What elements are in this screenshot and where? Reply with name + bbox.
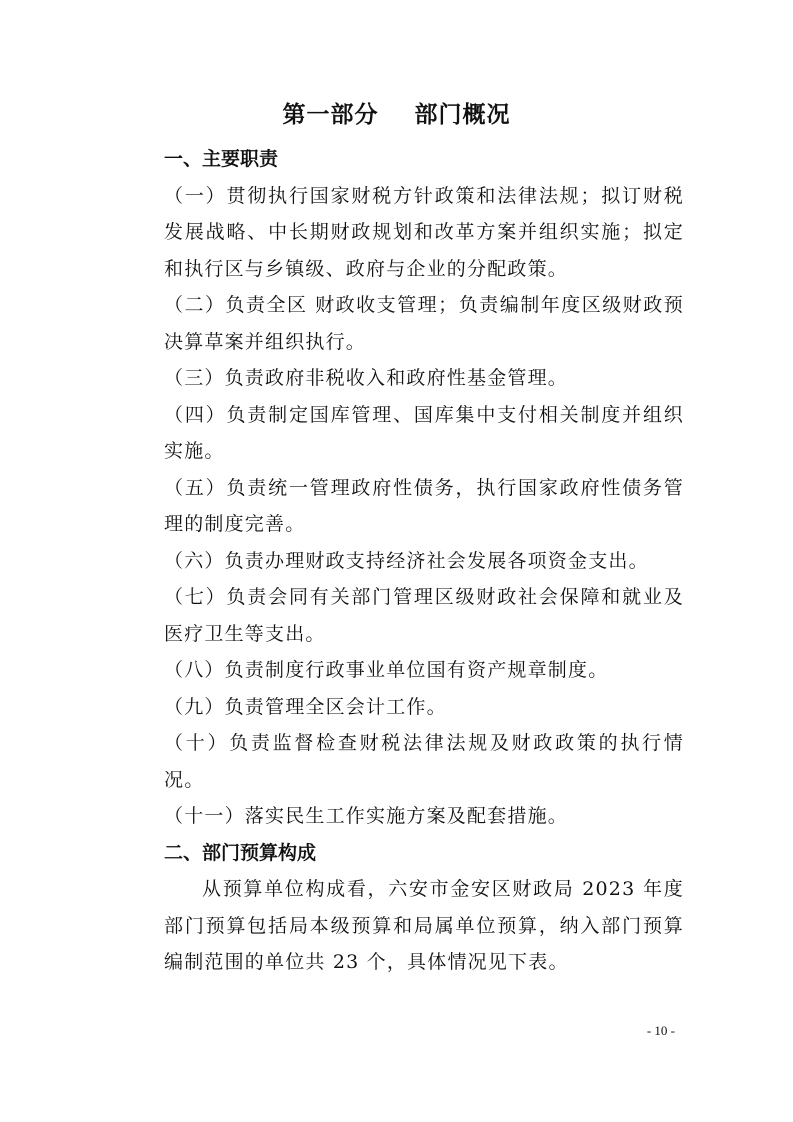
duty-item-3: （三）负责政府非税收入和政府性基金管理。: [164, 367, 569, 389]
section-heading-budget-composition: 二、部门预算构成: [164, 841, 317, 864]
duty-item-8: （八）负责制度行政事业单位国有资产规章制度。: [164, 659, 609, 681]
duty-item-4: （四）负责制定国库管理、国库集中支付相关制度并组织实施。: [164, 403, 684, 462]
page-number: - 10 -: [646, 1023, 675, 1038]
page-title: 第一部分 部门概况: [282, 102, 511, 128]
duty-item-2: （二）负责全区 财政收支管理；负责编制年度区级财政预决算草案并组织执行。: [164, 294, 684, 353]
duty-item-9: （九）负责管理全区会计工作。: [164, 695, 447, 718]
duty-item-11: （十一）落实民生工作实施方案及配套措施。: [164, 805, 569, 827]
budget-composition-paragraph: 从预算单位构成看，六安市金安区财政局 2023 年度部门预算包括局本级预算和局属单位预算，纳入部门预算编制范围的单位共 23 个，具体情况见下表。: [164, 878, 684, 973]
duty-item-6: （六）负责办理财政支持经济社会发展各项资金支出。: [164, 549, 649, 572]
document-body: [164, 141, 684, 981]
section-heading-main-duties: 一、主要职责: [164, 148, 279, 170]
duty-item-5: （五）负责统一管理政府性债务，执行国家政府性债务管理的制度完善。: [164, 476, 684, 535]
duty-item-10: （十）负责监督检查财税法律法规及财政政策的执行情况。: [164, 732, 684, 791]
duty-item-7: （七）负责会同有关部门管理区级财政社会保障和就业及医疗卫生等支出。: [164, 586, 684, 645]
duty-item-1: （一）贯彻执行国家财税方针政策和法律法规；拟订财税发展战略、中长期财政规划和改革方案并组织实施；拟定和执行区与乡镇级、政府与企业的分配政策。: [164, 184, 684, 280]
